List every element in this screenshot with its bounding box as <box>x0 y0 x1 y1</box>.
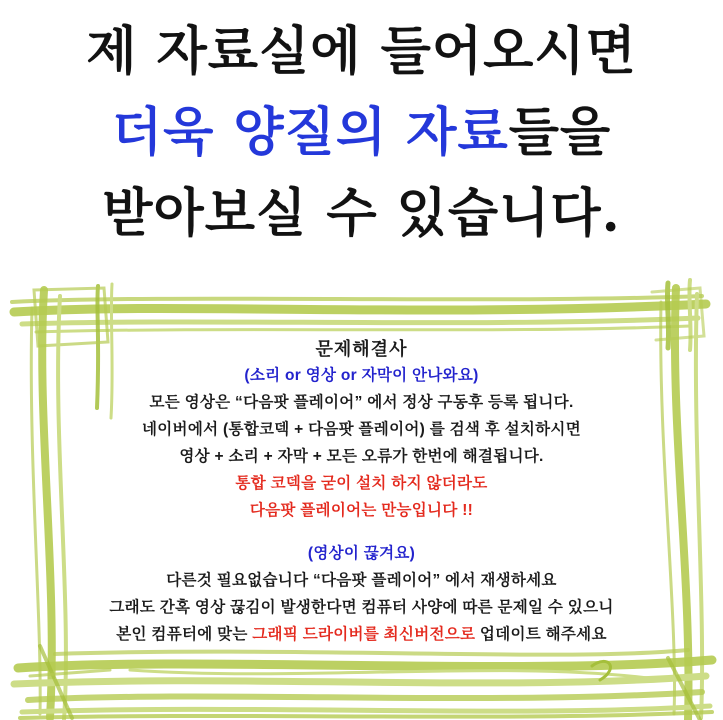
headline <box>0 22 723 244</box>
headline-line-2-blue: 더욱 양질의 자료 <box>111 102 509 163</box>
section2-line-2: 그래도 간혹 영상 끊김이 발생한다면 컴퓨터 사양에 따른 문제일 수 있으니 <box>109 599 614 616</box>
notice-title: 문제해결사 <box>315 339 408 359</box>
section1-subtitle: (소리 or 영상 or 자막이 안나와요) <box>244 367 479 384</box>
headline-line-2-black: 들을 <box>508 102 612 163</box>
section1-line-1: 모든 영상은 “다음팟 플레이어” 에서 정상 구동후 등록 됩니다. <box>149 394 574 411</box>
section1-line-3: 영상 + 소리 + 자막 + 모든 오류가 한번에 해결됩니다. <box>179 448 544 465</box>
headline-line-3: 받아보실 수 있습니다. <box>102 183 621 244</box>
last-line-pre: 본인 컴퓨터에 맞는 <box>116 626 253 643</box>
headline-line-2 <box>112 103 611 163</box>
section2-subtitle: (영상이 끊겨요) <box>307 545 416 562</box>
section1-red-line-2: 다음팟 플레이어는 만능입니다 !! <box>249 502 474 519</box>
last-line-red: 그래픽 드라이버를 최신버전으로 <box>252 626 476 643</box>
section2-last-line <box>0 621 723 648</box>
section2-line-1: 다른것 필요없습니다 “다음팟 플레이어” 에서 재생하세요 <box>166 572 557 589</box>
section1-line-2: 네이버에서 (통합코덱 + 다음팟 플레이어) 를 검색 후 설치하시면 <box>142 421 581 438</box>
headline-line-1: 제 자료실에 들어오시면 <box>86 21 637 82</box>
section1-red-line-1: 통합 코덱을 굳이 설치 하지 않더라도 <box>235 475 488 492</box>
notice-box <box>0 336 723 648</box>
last-line-post: 업데이트 해주세요 <box>475 626 607 643</box>
